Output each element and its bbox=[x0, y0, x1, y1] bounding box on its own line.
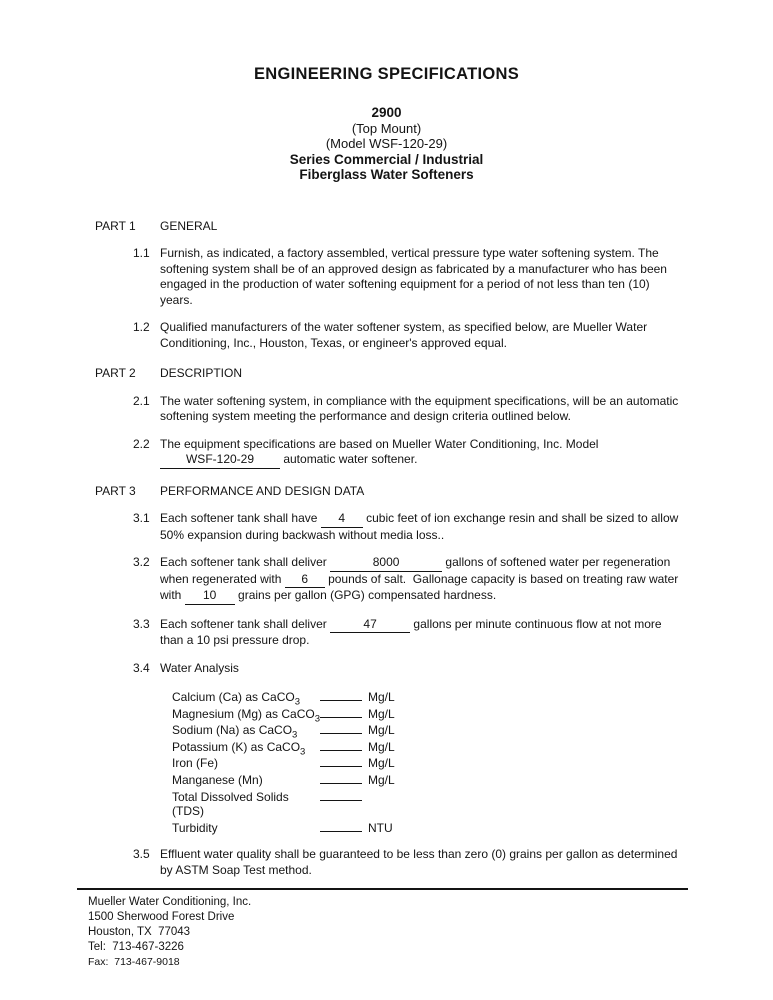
analysis-unit: Mg/L bbox=[368, 739, 395, 754]
analysis-parameter-label: Potassium (K) as CaCO$_3$ bbox=[172, 739, 306, 758]
analysis-value-blank bbox=[320, 738, 362, 751]
part-title: GENERAL bbox=[160, 218, 218, 233]
part-title: DESCRIPTION bbox=[160, 366, 243, 380]
part-label: PART 3 bbox=[95, 483, 136, 498]
footer-line: 1500 Sherwood Forest Drive bbox=[88, 911, 235, 923]
analysis-row bbox=[172, 771, 684, 788]
item-text-segment: Qualified manufacturers of the water softener system, as specified below, are Mueller Water Conditioning, Inc., Houston, Texas, or engineer's approved equal. bbox=[160, 320, 651, 350]
spec-item bbox=[95, 437, 690, 469]
spec-item bbox=[95, 320, 690, 351]
subscript: 3 bbox=[294, 696, 300, 708]
subtitle-line: 2900 bbox=[371, 105, 402, 120]
document-title: ENGINEERING SPECIFICATIONS bbox=[253, 65, 520, 83]
footer-line: Houston, TX 77043 bbox=[88, 926, 191, 938]
part-title: PERFORMANCE AND DESIGN DATA bbox=[160, 483, 365, 498]
item-number: 1.1 bbox=[133, 246, 150, 260]
spec-item bbox=[95, 661, 690, 836]
item-text-segment: Each softener tank shall have bbox=[160, 511, 321, 525]
item-number: 2.2 bbox=[133, 436, 150, 451]
document-body bbox=[95, 183, 690, 879]
spec-item bbox=[95, 246, 690, 308]
item-number: 2.1 bbox=[133, 393, 150, 408]
item-text bbox=[160, 617, 684, 649]
spec-item bbox=[95, 555, 690, 605]
spec-item bbox=[95, 617, 690, 649]
analysis-row bbox=[172, 754, 684, 771]
item-text-segment: gallons per minute continuous flow at not more than a 10 psi pressure drop. bbox=[160, 616, 665, 647]
footer-line: Mueller Water Conditioning, Inc. bbox=[88, 896, 252, 908]
analysis-unit: Mg/L bbox=[368, 723, 395, 738]
water-analysis-table bbox=[172, 688, 684, 835]
footer-line: Tel: 713-467-3226 bbox=[88, 941, 184, 953]
analysis-parameter-label: Magnesium (Mg) as CaCO$_3$ bbox=[172, 706, 321, 724]
item-text-segment: Furnish, as indicated, a factory assembled, vertical pressure type water softening system. The softening system shall be of an approved design as fabricated by a manufacturer who has been engaged in the production of water softening equipment for a period of not less than ten (10) years. bbox=[160, 246, 671, 307]
analysis-value-blank bbox=[320, 721, 362, 734]
part-label: PART 1 bbox=[95, 218, 136, 233]
spec-item bbox=[95, 394, 690, 425]
analysis-row bbox=[172, 721, 684, 741]
part-label: PART 2 bbox=[95, 366, 136, 380]
item-text-segment: gallons of softened water per regeneration when regenerated with bbox=[160, 555, 674, 586]
subscript: 3 bbox=[292, 729, 298, 741]
item-number: 3.2 bbox=[133, 555, 150, 569]
footer-address-block bbox=[88, 895, 690, 970]
analysis-value-blank bbox=[320, 705, 362, 718]
filled-blank: WSF-120-29 bbox=[160, 452, 280, 469]
item-number: 3.1 bbox=[133, 511, 150, 525]
footer-divider bbox=[77, 888, 688, 890]
filled-blank: 47 bbox=[330, 617, 410, 634]
item-text-segment: Each softener tank shall deliver bbox=[160, 616, 331, 631]
subscript: 3 bbox=[314, 712, 321, 724]
filled-blank: 4 bbox=[321, 511, 363, 528]
item-text bbox=[160, 246, 684, 308]
item-number: 3.3 bbox=[133, 616, 150, 631]
document-header bbox=[83, 64, 690, 183]
item-text bbox=[160, 511, 684, 543]
analysis-value-blank bbox=[320, 688, 362, 701]
analysis-row bbox=[172, 705, 684, 722]
analysis-row bbox=[172, 788, 684, 819]
analysis-unit: Mg/L bbox=[368, 690, 395, 704]
subscript: 3 bbox=[300, 746, 306, 758]
item-text-segment: pounds of salt. Gallonage capacity is based on treating raw water with bbox=[160, 571, 682, 602]
item-text-segment: automatic water softener. bbox=[280, 452, 418, 466]
item-text-segment: Effluent water quality shall be guaranteed to be less than zero (0) grains per gallon as determined by ASTM Soap Test method. bbox=[160, 847, 681, 877]
filled-blank: 10 bbox=[185, 588, 235, 605]
analysis-value-blank bbox=[320, 819, 362, 832]
analysis-value-blank bbox=[320, 754, 362, 767]
item-number: 3.5 bbox=[133, 847, 150, 862]
analysis-parameter-label: Calcium (Ca) as CaCO$_3$ bbox=[172, 690, 300, 708]
item-number: 1.2 bbox=[133, 320, 150, 334]
part-section bbox=[95, 366, 690, 469]
analysis-parameter-label: Turbidity bbox=[172, 820, 218, 835]
document-subtitle bbox=[83, 105, 690, 183]
analysis-value-blank bbox=[320, 771, 362, 784]
item-text bbox=[160, 320, 684, 351]
analysis-row bbox=[172, 819, 684, 836]
subtitle-line: Fiberglass Water Softeners bbox=[299, 167, 474, 182]
subtitle-line: (Top Mount) bbox=[351, 120, 422, 136]
analysis-unit: Mg/L bbox=[368, 772, 395, 787]
part-section bbox=[95, 219, 690, 352]
footer-line: Fax: 713-467-9018 bbox=[88, 956, 180, 968]
item-text-segment: cubic feet of ion exchange resin and shall be sized to allow 50% expansion during backwash without media loss.. bbox=[160, 511, 682, 542]
analysis-unit: Mg/L bbox=[368, 706, 395, 721]
item-text bbox=[160, 661, 684, 836]
spec-item bbox=[95, 511, 690, 543]
item-text-segment: The water softening system, in compliance with the equipment specifications, will be an automatic softening system meeting the performance and design criteria outlined below. bbox=[160, 393, 682, 423]
item-text-segment: Water Analysis bbox=[160, 660, 239, 675]
spec-item bbox=[95, 847, 690, 878]
analysis-parameter-label: Iron (Fe) bbox=[172, 756, 219, 771]
part-heading-row bbox=[95, 484, 690, 500]
part-heading-row bbox=[95, 366, 690, 382]
item-number: 3.4 bbox=[133, 660, 150, 675]
subtitle-line: Series Commercial / Industrial bbox=[289, 151, 484, 167]
analysis-row bbox=[172, 738, 684, 758]
document-footer bbox=[88, 888, 690, 970]
analysis-parameter-label: Total Dissolved Solids (TDS) bbox=[172, 789, 289, 819]
analysis-unit: Mg/L bbox=[368, 756, 395, 771]
filled-blank: 8000 bbox=[330, 555, 442, 572]
analysis-parameter-label: Manganese (Mn) bbox=[172, 772, 263, 787]
analysis-unit: NTU bbox=[368, 820, 393, 835]
item-text bbox=[160, 847, 684, 878]
analysis-value-blank bbox=[320, 788, 362, 801]
filled-blank: 6 bbox=[285, 572, 325, 589]
part-heading-row bbox=[95, 219, 690, 235]
item-text-segment: Each softener tank shall deliver bbox=[160, 555, 331, 569]
item-text-segment: The equipment specifications are based on Mueller Water Conditioning, Inc. Model bbox=[160, 436, 602, 451]
analysis-parameter-label: Sodium (Na) as CaCO$_3$ bbox=[172, 723, 298, 741]
subtitle-line: (Model WSF-120-29) bbox=[325, 136, 448, 151]
part-section bbox=[95, 484, 690, 879]
item-text bbox=[160, 555, 684, 605]
analysis-row bbox=[172, 688, 684, 708]
item-text bbox=[160, 437, 684, 469]
item-text bbox=[160, 394, 684, 425]
item-text-segment: grains per gallon (GPG) compensated hardness. bbox=[234, 588, 497, 602]
